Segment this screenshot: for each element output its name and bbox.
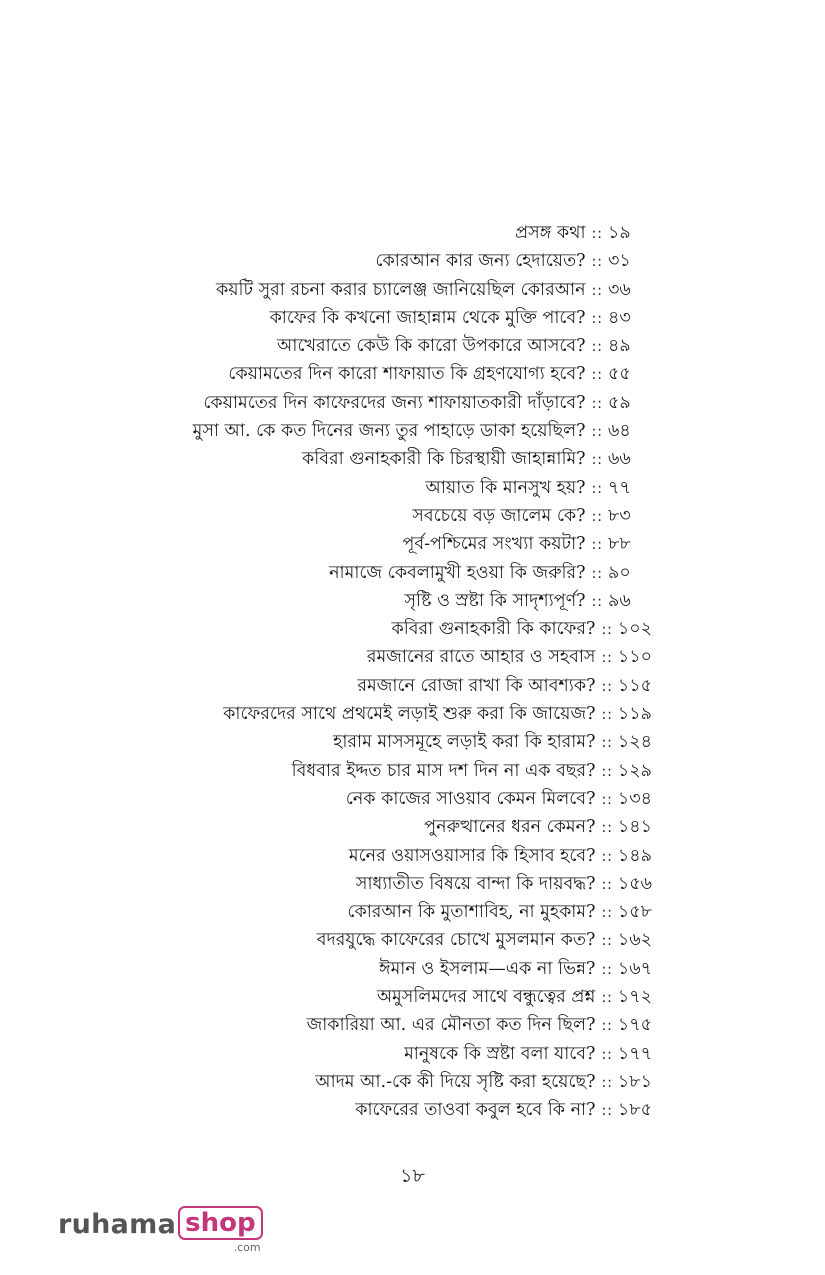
toc-entry	[0, 389, 825, 417]
toc-entry-page: ১৭২	[617, 987, 652, 1008]
toc-entry-title: সৃষ্টি ও স্রষ্টা কি সাদৃশ্যপূর্ণ?	[404, 590, 586, 611]
toc-entry-page: ১৩৪	[617, 788, 652, 809]
toc-entry-separator: ::	[601, 933, 613, 950]
toc-entry	[0, 785, 825, 813]
toc-entry-separator: ::	[601, 707, 613, 724]
toc-entry	[0, 672, 825, 700]
toc-entry-title: বিধবার ইদ্দত চার মাস দশ দিন না এক বছর?	[291, 760, 596, 781]
toc-entry	[0, 474, 825, 502]
toc-entry-page: ৪৯	[608, 336, 631, 357]
toc-entry-separator: ::	[591, 254, 603, 271]
toc-entry	[0, 445, 825, 473]
toc-entry-title: কোরআন কার জন্য হেদায়েত?	[375, 251, 586, 272]
toc-entry	[0, 219, 825, 247]
toc-entry-separator: ::	[601, 820, 613, 837]
toc-entry-page: ১১০	[617, 647, 652, 668]
toc-entry-separator: ::	[601, 990, 613, 1007]
toc-entry-page: ১৫৮	[617, 902, 652, 923]
toc-entry-separator: ::	[591, 508, 603, 525]
toc-entry	[0, 360, 825, 388]
toc-entry-title: রমজানে রোজা রাখা কি আবশ্যক?	[357, 675, 596, 696]
watermark-domain: .com	[233, 1241, 261, 1254]
toc-entry	[0, 983, 825, 1011]
toc-entry-page: ১৪১	[617, 817, 652, 838]
toc-entry	[0, 304, 825, 332]
toc-entry-separator: ::	[591, 452, 603, 469]
toc-entry-title: প্রসঙ্গ কথা	[515, 223, 586, 243]
toc-entry-page: ৮৮	[608, 534, 631, 555]
toc-entry-page: ৩৬	[608, 279, 631, 300]
toc-entry-separator: ::	[601, 848, 613, 865]
toc-entry-page: ৬৬	[608, 449, 631, 470]
toc-entry-page: ৯০	[608, 562, 631, 583]
toc-entry	[0, 587, 825, 615]
toc-entry	[0, 1040, 825, 1068]
toc-entry	[0, 870, 825, 898]
toc-entry-title: বদরযুদ্ধে কাফেরের চোখে মুসলমান কত?	[316, 930, 596, 951]
toc-entry	[0, 276, 825, 304]
toc-entry	[0, 1068, 825, 1096]
toc-entry-title: কেয়ামতের দিন কাফেরদের জন্য শাফায়াতকারী দাঁড়াবে?	[203, 392, 586, 413]
toc-entry-page: ১২৪	[617, 732, 652, 753]
toc-entry-title: আখেরাতে কেউ কি কারো উপকারে আসবে?	[277, 336, 586, 357]
toc-entry-separator: ::	[591, 282, 603, 299]
watermark-shop-badge	[178, 1208, 262, 1254]
toc-entry-title: নেক কাজের সাওয়াব কেমন মিলবে?	[345, 788, 596, 809]
toc-entry-separator: ::	[601, 1074, 613, 1091]
toc-entry-separator: ::	[601, 678, 613, 695]
toc-entry-title: কয়টি সুরা রচনা করার চ্যালেঞ্জ জানিয়েছিল কোরআন	[215, 279, 586, 300]
toc-entry-separator: ::	[591, 480, 603, 497]
toc-entry	[0, 530, 825, 558]
toc-entry-page: ১৭৭	[617, 1043, 652, 1064]
toc-entry-page: ১১৯	[617, 704, 652, 725]
toc-entry-title: নামাজে কেবলামুখী হওয়া কি জরুরি?	[329, 562, 586, 583]
toc-entry-separator: ::	[601, 961, 613, 978]
toc-entry-separator: ::	[601, 622, 613, 639]
toc-entry-title: রমজানের রাতে আহার ও সহবাস	[366, 647, 596, 668]
toc-entry-page: ৩১	[608, 251, 631, 272]
toc-entry-title: আদম আ.-কে কী দিয়ে সৃষ্টি করা হয়েছে?	[315, 1071, 596, 1092]
watermark-brand-text: ruhama	[58, 1209, 177, 1240]
toc-entry-page: ৪৩	[608, 307, 631, 328]
toc-entry-separator: ::	[601, 650, 613, 667]
toc-entry-page: ১৭৫	[617, 1015, 652, 1036]
toc-entry-title: হারাম মাসসমূহে লড়াই করা কি হারাম?	[333, 732, 596, 753]
toc-entry-page: ১৮১	[617, 1071, 652, 1092]
toc-entry-title: কাফেরদের সাথে প্রথমেই লড়াই শুরু করা কি জায়েজ?	[223, 704, 596, 725]
toc-entry-page: ১১৫	[617, 675, 652, 696]
toc-entry-page: ১৮৫	[617, 1100, 652, 1121]
toc-entry-page: ৯৬	[608, 590, 631, 611]
toc-entry-title: জাকারিয়া আ. এর মৌনতা কত দিন ছিল?	[306, 1015, 596, 1036]
toc-entry-separator: ::	[601, 1018, 613, 1035]
watermark-shop-text: shop	[178, 1206, 262, 1240]
toc-entry-separator: ::	[591, 310, 603, 327]
toc-entry-page: ১৬৭	[617, 958, 652, 979]
toc-entry-title: মানুষকে কি স্রষ্টা বলা যাবে?	[404, 1043, 596, 1064]
toc-entry	[0, 728, 825, 756]
toc-entry-separator: ::	[591, 226, 603, 242]
toc-entry-title: আয়াত কি মানসুখ হয়?	[425, 477, 586, 498]
toc-entry-page: ১৯	[608, 223, 631, 243]
toc-entry-title: মুসা আ. কে কত দিনের জন্য তুর পাহাড়ে ডাকা হয়েছিল?	[192, 421, 586, 442]
toc-entry	[0, 332, 825, 360]
toc-entry-separator: ::	[591, 537, 603, 554]
toc-entry	[0, 1011, 825, 1039]
toc-entry-title: কোরআন কি মুতাশাবিহ, না মুহকাম?	[347, 902, 596, 923]
toc-entry-title: কবিরা গুনাহকারী কি কাফের?	[391, 619, 596, 640]
toc-entry-title: মনের ওয়াসওয়াসার কি হিসাব হবে?	[348, 845, 596, 866]
table-of-contents	[0, 219, 825, 1125]
toc-entry-separator: ::	[601, 876, 613, 893]
toc-entry	[0, 559, 825, 587]
toc-entry-title: অমুসলিমদের সাথে বন্ধুত্বের প্রশ্ন	[376, 987, 596, 1008]
toc-entry-title: কাফেরের তাওবা কবুল হবে কি না?	[355, 1100, 596, 1121]
toc-entry-separator: ::	[601, 791, 613, 808]
toc-entry-title: সাধ্যাতীত বিষয়ে বান্দা কি দায়বদ্ধ?	[355, 873, 596, 894]
toc-entry	[0, 842, 825, 870]
toc-entry-page: ১৫৬	[617, 873, 652, 894]
toc-entry	[0, 1096, 825, 1124]
toc-entry-title: পূর্ব-পশ্চিমের সংখ্যা কয়টা?	[402, 534, 586, 555]
toc-entry-page: ১০২	[617, 619, 652, 640]
toc-entry-title: ঈমান ও ইসলাম—এক না ভিন্ন?	[379, 958, 596, 979]
toc-entry-page: ১৪৯	[617, 845, 652, 866]
toc-entry-separator: ::	[601, 1103, 613, 1120]
toc-entry-page: ৫৫	[608, 364, 631, 385]
toc-entry-page: ১২৯	[617, 760, 652, 781]
toc-entry	[0, 417, 825, 445]
toc-entry	[0, 757, 825, 785]
toc-entry	[0, 502, 825, 530]
toc-entry-separator: ::	[601, 763, 613, 780]
toc-entry	[0, 955, 825, 983]
toc-entry-separator: ::	[591, 565, 603, 582]
toc-entry	[0, 926, 825, 954]
toc-entry-separator: ::	[591, 339, 603, 356]
toc-entry-separator: ::	[591, 367, 603, 384]
toc-entry-title: কেয়ামতের দিন কারো শাফায়াত কি গ্রহণযোগ্য হবে?	[228, 364, 586, 385]
toc-entry-page: ১৬২	[617, 930, 652, 951]
toc-entry-separator: ::	[601, 905, 613, 922]
toc-entry	[0, 898, 825, 926]
page-number: ১৮	[400, 1165, 425, 1187]
toc-entry	[0, 643, 825, 671]
toc-entry	[0, 615, 825, 643]
watermark-logo	[58, 1208, 263, 1254]
toc-entry	[0, 700, 825, 728]
toc-entry-title: সবচেয়ে বড় জালেম কে?	[412, 505, 586, 526]
toc-entry-title: পুনরুত্থানের ধরন কেমন?	[424, 817, 596, 838]
toc-entry-separator: ::	[601, 735, 613, 752]
toc-entry-title: কাফের কি কখনো জাহান্নাম থেকে মুক্তি পাবে?	[269, 307, 586, 328]
toc-entry-page: ৮৩	[608, 505, 631, 526]
toc-entry-separator: ::	[591, 424, 603, 441]
toc-entry	[0, 813, 825, 841]
toc-entry-page: ৫৯	[608, 392, 631, 413]
toc-entry-title: কবিরা গুনাহকারী কি চিরস্থায়ী জাহান্নামি?	[301, 449, 586, 470]
toc-entry	[0, 247, 825, 275]
toc-entry-separator: ::	[591, 395, 603, 412]
toc-entry-page: ৭৭	[608, 477, 631, 498]
toc-entry-page: ৬৪	[608, 421, 631, 442]
toc-entry-separator: ::	[591, 593, 603, 610]
toc-entry-separator: ::	[601, 1046, 613, 1063]
